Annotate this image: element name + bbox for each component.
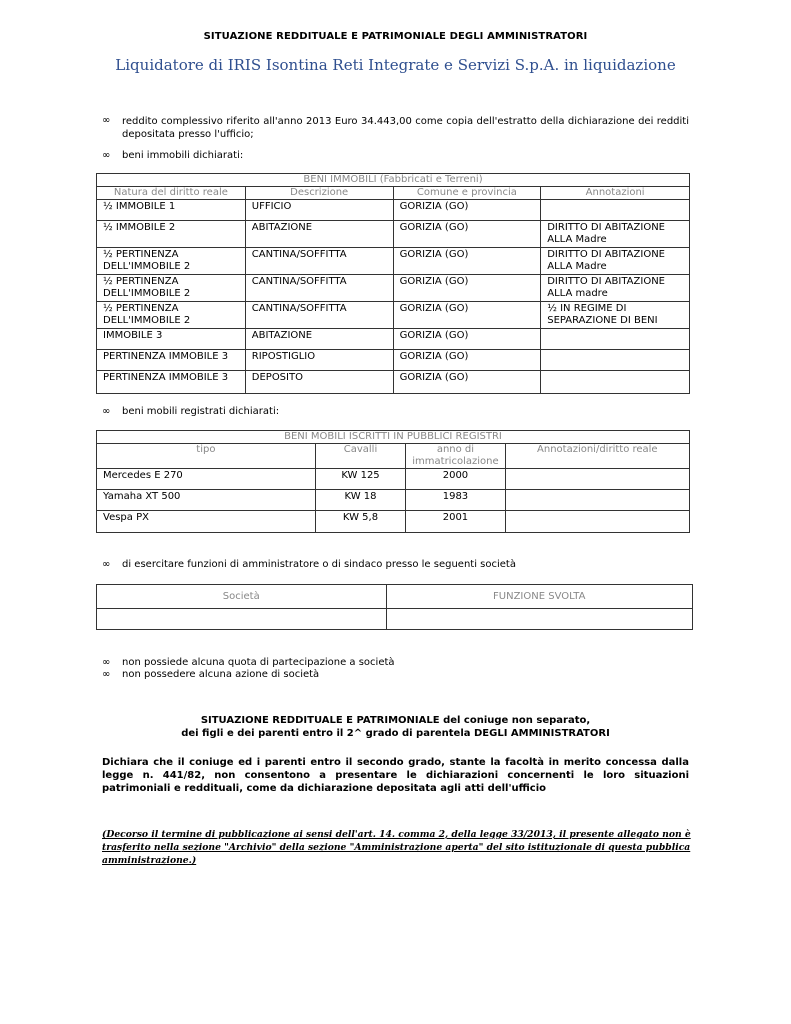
document-title: SITUAZIONE REDDITUALE E PATRIMONIALE DEGLI AMMINISTRATORI	[203, 31, 588, 42]
table-cell: ½ IMMOBILE 2	[97, 221, 246, 248]
table-cell: GORIZIA (GO)	[393, 275, 541, 302]
infinity-bullet-icon: ∞	[102, 559, 111, 570]
column-header: Comune e provincia	[393, 187, 541, 200]
document-subtitle: Liquidatore di IRIS Isontina Reti Integrate e Servizi S.p.A. in liquidazione	[115, 56, 676, 74]
table-caption-row	[97, 174, 690, 187]
table-cell: IMMOBILE 3	[97, 329, 246, 350]
table-cell	[97, 609, 387, 630]
immobili-label: beni immobili dichiarati:	[122, 150, 244, 161]
table-row	[97, 490, 690, 511]
table-cell: KW 125	[315, 469, 406, 490]
immobili-table	[96, 173, 690, 394]
table-cell: ½ IMMOBILE 1	[97, 200, 246, 221]
table-caption-row	[97, 431, 690, 444]
table-cell	[505, 469, 689, 490]
quote-label: non possiede alcuna quota di partecipazione a società	[122, 657, 395, 668]
table-cell: KW 18	[315, 490, 406, 511]
table-header-row	[97, 187, 690, 200]
coniuge-title-line1: SITUAZIONE REDDITUALE E PATRIMONIALE del coniuge non separato,	[200, 715, 591, 726]
table-cell: GORIZIA (GO)	[393, 302, 541, 329]
table-row	[97, 511, 690, 533]
table-cell: GORIZIA (GO)	[393, 200, 541, 221]
table-cell	[386, 609, 693, 630]
table-cell: 1983	[406, 490, 505, 511]
column-header: Cavalli	[315, 444, 406, 469]
footnote: (Decorso il termine di pubblicazione ai sensi dell'art. 14. comma 2, della legge 33/2013, il presente allegato non è trasferito nella sezione "Archivio" della sezione "Amministrazione aperta" del sito istituzionale di questa pubblica amministrazione.)	[102, 829, 691, 866]
table-cell	[505, 490, 689, 511]
table-cell	[541, 371, 690, 394]
table-cell: ½ PERTINENZA DELL'IMMOBILE 2	[97, 248, 246, 275]
table-cell: ABITAZIONE	[245, 221, 393, 248]
table-cell: Yamaha XT 500	[97, 490, 316, 511]
reddito-text: reddito complessivo riferito all'anno 2013 Euro 34.443,00 come copia dell'estratto della dichiarazione dei redditi depositata presso l'ufficio;	[122, 116, 689, 140]
mobili-table	[96, 430, 690, 533]
table-cell: GORIZIA (GO)	[393, 221, 541, 248]
infinity-bullet-icon: ∞	[102, 150, 111, 161]
table-cell: RIPOSTIGLIO	[245, 350, 393, 371]
table-cell: CANTINA/SOFFITTA	[245, 248, 393, 275]
table-cell: Vespa PX	[97, 511, 316, 533]
column-header: Natura del diritto reale	[97, 187, 246, 200]
coniuge-title-line2: dei figli e dei parenti entro il 2^ grado di parentela DEGLI AMMINISTRATORI	[181, 728, 610, 739]
table-cell: ½ PERTINENZA DELL'IMMOBILE 2	[97, 275, 246, 302]
table-cell	[541, 329, 690, 350]
table-cell	[541, 200, 690, 221]
table-cell	[505, 511, 689, 533]
table-cell: 2001	[406, 511, 505, 533]
table-cell: CANTINA/SOFFITTA	[245, 275, 393, 302]
table-cell: ½ IN REGIME DI SEPARAZIONE DI BENI	[541, 302, 690, 329]
table-cell: UFFICIO	[245, 200, 393, 221]
immobili-caption: BENI IMMOBILI (Fabbricati e Terreni)	[97, 174, 690, 187]
table-cell: ½ PERTINENZA DELL'IMMOBILE 2	[97, 302, 246, 329]
table-row	[97, 302, 690, 329]
column-header: Società	[97, 585, 387, 609]
infinity-bullet-icon: ∞	[102, 115, 111, 126]
table-cell: DIRITTO DI ABITAZIONE ALLA Madre	[541, 221, 690, 248]
table-cell: CANTINA/SOFFITTA	[245, 302, 393, 329]
table-cell: DIRITTO DI ABITAZIONE ALLA madre	[541, 275, 690, 302]
table-row	[97, 371, 690, 394]
table-header-row	[97, 585, 693, 609]
table-cell: DEPOSITO	[245, 371, 393, 394]
table-cell	[541, 350, 690, 371]
table-row	[97, 609, 693, 630]
table-row	[97, 275, 690, 302]
societa-table	[96, 584, 693, 630]
azioni-label: non possedere alcuna azione di società	[122, 669, 320, 680]
column-header: Annotazioni/diritto reale	[505, 444, 689, 469]
infinity-bullet-icon: ∞	[102, 406, 111, 417]
table-cell: ABITAZIONE	[245, 329, 393, 350]
column-header: anno di immatricolazione	[406, 444, 505, 469]
table-cell: PERTINENZA IMMOBILE 3	[97, 350, 246, 371]
table-row	[97, 469, 690, 490]
table-row	[97, 248, 690, 275]
funzioni-label: di esercitare funzioni di amministratore o di sindaco presso le seguenti società	[122, 559, 516, 570]
table-cell: PERTINENZA IMMOBILE 3	[97, 371, 246, 394]
table-cell: 2000	[406, 469, 505, 490]
mobili-caption: BENI MOBILI ISCRITTI IN PUBBLICI REGISTRI	[97, 431, 690, 444]
column-header: tipo	[97, 444, 316, 469]
table-cell: GORIZIA (GO)	[393, 248, 541, 275]
table-cell: GORIZIA (GO)	[393, 350, 541, 371]
table-cell: GORIZIA (GO)	[393, 329, 541, 350]
table-row	[97, 329, 690, 350]
coniuge-dichiarazione: Dichiara che il coniuge ed i parenti entro il secondo grado, stante la facoltà in merito concessa dalla legge n. 441/82, non consentono a presentare le dichiarazioni concernenti le loro situazioni patrimoniali e reddituali, come da dichiarazione depositata agli atti dell'ufficio	[102, 757, 689, 794]
infinity-bullet-icon: ∞	[102, 669, 111, 680]
table-header-row	[97, 444, 690, 469]
table-row	[97, 350, 690, 371]
table-cell: DIRITTO DI ABITAZIONE ALLA Madre	[541, 248, 690, 275]
column-header: Descrizione	[245, 187, 393, 200]
mobili-label: beni mobili registrati dichiarati:	[122, 406, 280, 417]
table-row	[97, 200, 690, 221]
table-cell: KW 5,8	[315, 511, 406, 533]
infinity-bullet-icon: ∞	[102, 657, 111, 668]
column-header: Annotazioni	[541, 187, 690, 200]
column-header: FUNZIONE SVOLTA	[386, 585, 693, 609]
table-row	[97, 221, 690, 248]
table-cell: Mercedes E 270	[97, 469, 316, 490]
table-cell: GORIZIA (GO)	[393, 371, 541, 394]
